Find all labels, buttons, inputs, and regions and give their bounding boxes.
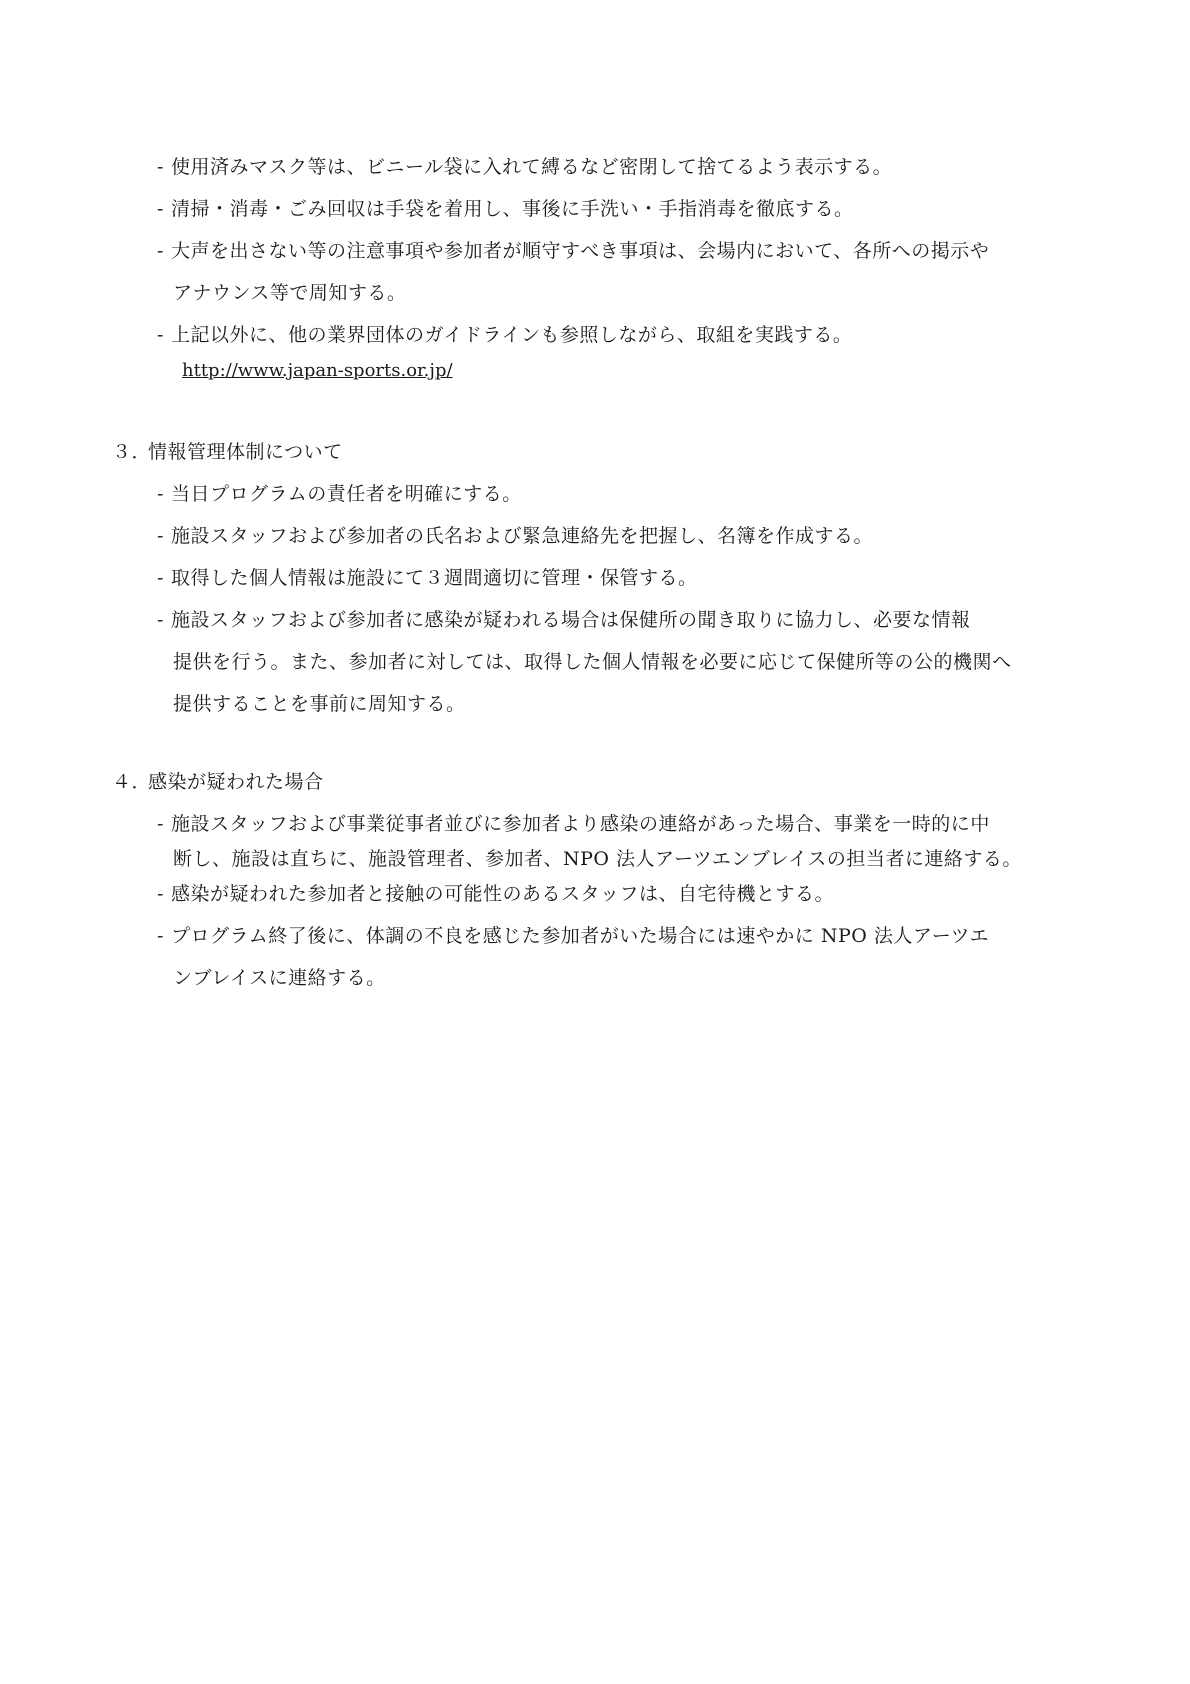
reference-link[interactable]: http://www.japan-sports.or.jp/: [182, 360, 453, 381]
list-item-text: 施設スタッフおよび参加者の氏名および緊急連絡先を把握し、名簿を作成する。: [171, 525, 874, 547]
section-number: ４．: [112, 771, 152, 793]
bullet-dash: -: [157, 240, 164, 262]
bullet-dash: -: [157, 324, 164, 346]
list-item: [157, 921, 989, 948]
list-item-text: 取得した個人情報は施設にて３週間適切に管理・保管する。: [171, 567, 698, 589]
list-item-text: 感染が疑われた参加者と接触の可能性のあるスタッフは、自宅待機とする。: [171, 883, 835, 905]
bullet-dash: -: [157, 483, 164, 505]
list-item-text: 施設スタッフおよび事業従事者並びに参加者より感染の連絡があった場合、事業を一時的に中: [171, 813, 990, 835]
bullet-dash: -: [157, 567, 164, 589]
list-item: [157, 563, 698, 590]
section-title: 感染が疑われた場合: [148, 771, 324, 793]
bullet-dash: -: [157, 813, 164, 835]
list-item-continuation: 提供を行う。また、参加者に対しては、取得した個人情報を必要に応じて保健所等の公的機関へ: [173, 651, 1012, 673]
list-item-text: 上記以外に、他の業界団体のガイドラインも参照しながら、取組を実践する。: [171, 324, 853, 346]
bullet-dash: -: [157, 609, 164, 631]
list-item: [157, 194, 854, 221]
list-item-text: プログラム終了後に、体調の不良を感じた参加者がいた場合には速やかに NPO 法人アーツエ: [171, 925, 990, 947]
section-heading: [112, 767, 324, 794]
list-item: [157, 879, 834, 906]
list-item: [157, 479, 522, 506]
bullet-dash: -: [157, 156, 164, 178]
list-item-text: 施設スタッフおよび参加者に感染が疑われる場合は保健所の聞き取りに協力し、必要な情報: [171, 609, 971, 631]
list-item: [157, 152, 892, 179]
list-item-text: 使用済みマスク等は、ビニール袋に入れて縛るなど密閉して捨てるよう表示する。: [171, 156, 893, 178]
bullet-dash: -: [157, 925, 164, 947]
list-item-text: 清掃・消毒・ごみ回収は手袋を着用し、事後に手洗い・手指消毒を徹底する。: [171, 198, 854, 220]
list-item: [157, 521, 873, 548]
list-item: [157, 236, 989, 263]
list-item-continuation: ンブレイスに連絡する。: [173, 967, 386, 989]
list-item: [157, 809, 990, 836]
list-item-continuation: 断し、施設は直ちに、施設管理者、参加者、NPO 法人アーツエンブレイスの担当者に連絡する。: [173, 848, 1022, 870]
list-item-text: 大声を出さない等の注意事項や参加者が順守すべき事項は、会場内において、各所への掲示や: [171, 240, 990, 262]
list-item-continuation: 提供することを事前に周知する。: [173, 693, 466, 715]
list-item: [157, 605, 971, 632]
section-number: ３．: [112, 441, 152, 463]
section-title: 情報管理体制について: [148, 441, 343, 463]
list-item: [157, 320, 852, 347]
list-item-continuation: アナウンス等で周知する。: [173, 282, 407, 304]
bullet-dash: -: [157, 525, 164, 547]
bullet-dash: -: [157, 883, 164, 905]
section-heading: [112, 437, 343, 464]
list-item-text: 当日プログラムの責任者を明確にする。: [171, 483, 522, 505]
bullet-dash: -: [157, 198, 164, 220]
